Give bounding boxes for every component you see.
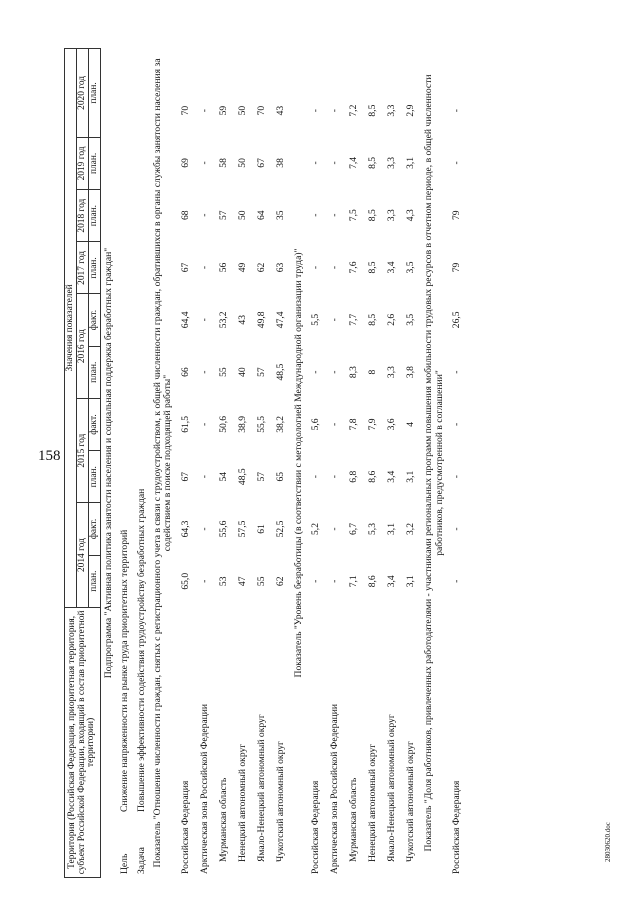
- territory-name: Российская Федерация: [310, 780, 322, 874]
- value-cell: 48,5: [275, 363, 287, 381]
- value-cell: 67: [180, 262, 192, 273]
- territory-name: Чукотский автономный округ: [405, 741, 417, 862]
- year-header: 2018 год: [77, 190, 89, 242]
- indicator-title: Показатель "Доля работников, привлеченных работодателями - участниками региональных программ повышения мобильности трудовых ресурсов в отчетном периоде, в общей численности работников, предусмотренной в соглашении": [423, 74, 445, 852]
- value-cell: 61: [256, 524, 268, 534]
- value-cell: 50: [237, 105, 249, 116]
- value-cell: 65: [275, 471, 287, 482]
- value-cell: -: [199, 422, 211, 426]
- value-cell: 8,3: [348, 366, 360, 379]
- value-cell: 8,5: [367, 313, 379, 326]
- page-number: 158: [38, 448, 61, 464]
- value-cell: 54: [218, 471, 230, 482]
- value-cell: -: [199, 161, 211, 165]
- spacer-cell: [402, 48, 421, 84]
- value-cell: -: [329, 265, 341, 270]
- value-cell: -: [451, 109, 463, 113]
- spacer-cell: [177, 48, 196, 84]
- territory-name: Российская Федерация: [451, 780, 463, 874]
- plan-header: план.: [89, 137, 101, 189]
- territory-name: Российская Федерация: [180, 780, 192, 874]
- value-cell: 7,5: [348, 209, 360, 222]
- value-cell: 66: [180, 367, 192, 377]
- value-cell: 3,5: [405, 261, 417, 274]
- value-cell: 70: [256, 105, 268, 116]
- value-cell: 57: [256, 471, 268, 482]
- spacer-cell: [364, 48, 383, 84]
- indicator-title: Показатель "Уровень безработицы (в соответствии с методологией Международной организации труда)": [292, 248, 304, 678]
- value-cell: 62: [256, 262, 268, 273]
- value-cell: -: [199, 475, 211, 479]
- value-cell: 50: [237, 210, 249, 220]
- value-cell: 55: [218, 367, 230, 377]
- value-cell: 3,3: [386, 156, 398, 169]
- value-cell: 62: [275, 576, 287, 587]
- value-cell: 38,2: [275, 415, 287, 433]
- value-cell: -: [310, 475, 322, 479]
- value-cell: 49: [237, 262, 249, 273]
- year-header: 2014 год: [77, 503, 89, 607]
- value-cell: -: [310, 579, 322, 583]
- value-cell: 2,6: [386, 313, 398, 326]
- value-cell: -: [310, 370, 322, 374]
- value-cell: 4: [405, 421, 417, 427]
- value-cell: -: [451, 579, 463, 583]
- value-cell: 58: [218, 158, 230, 168]
- value-cell: -: [329, 475, 341, 479]
- value-cell: 8: [367, 369, 379, 375]
- table-row: [272, 48, 291, 878]
- goal-label: Цель: [119, 853, 131, 874]
- territory-name: Ямало-Ненецкий автономный округ: [256, 714, 268, 862]
- territory-header: Территория (Российская Федерация, приоритетная территория, субъект Российской Федерации, входящий в состав приоритетной территории): [65, 607, 101, 877]
- value-cell: 8,6: [367, 575, 379, 588]
- value-cell: 3,3: [386, 209, 398, 222]
- plan-header: план.: [89, 49, 101, 138]
- value-cell: 8,5: [367, 209, 379, 222]
- value-cell: 55: [256, 576, 268, 587]
- value-cell: -: [199, 527, 211, 531]
- spacer-cell: [234, 48, 253, 84]
- value-cell: 63: [275, 262, 287, 273]
- value-cell: 67: [180, 471, 192, 482]
- value-cell: -: [199, 265, 211, 270]
- value-cell: 64: [256, 210, 268, 220]
- value-cell: 59: [218, 105, 230, 116]
- value-cell: 69: [180, 158, 192, 168]
- values-header: Значения показателей: [65, 49, 77, 608]
- value-cell: 35: [275, 210, 287, 220]
- territory-name: Ненецкий автономный округ: [367, 743, 379, 862]
- value-cell: 7,7: [348, 313, 360, 326]
- value-cell: -: [451, 475, 463, 479]
- value-cell: 8,5: [367, 261, 379, 274]
- value-cell: -: [329, 213, 341, 217]
- goal-text: Снижение напряженности на рынке труда приоритетных территорий: [119, 529, 131, 812]
- task-text: Повышение эффективности содействия трудоустройству безработных граждан: [135, 488, 147, 812]
- value-cell: -: [310, 213, 322, 217]
- value-cell: -: [451, 422, 463, 426]
- value-cell: 5,3: [367, 522, 379, 535]
- spacer-cell: [253, 48, 272, 84]
- value-cell: 61,5: [180, 415, 192, 433]
- territory-name: Арктическая зона Российской Федерации: [199, 703, 211, 874]
- value-cell: -: [329, 161, 341, 165]
- task-row: [134, 48, 150, 878]
- value-cell: -: [199, 579, 211, 583]
- value-cell: 3,6: [386, 418, 398, 431]
- indicator-title: Показатель "Отношение численности граждан, снятых с регистрационного учета в связи с трудоустройством, к общей численности граждан, обратившихся в органы службы занятости населения за содействием в поиске подходящей работы": [152, 58, 174, 868]
- spacer-cell: [272, 48, 291, 84]
- value-cell: 3,5: [405, 313, 417, 326]
- value-cell: -: [310, 161, 322, 165]
- plan-header: план.: [89, 190, 101, 242]
- table-row: [345, 48, 364, 878]
- value-cell: 8,6: [367, 470, 379, 483]
- year-header: 2015 год: [77, 398, 89, 502]
- table-row: [234, 48, 253, 878]
- value-cell: -: [199, 370, 211, 374]
- value-cell: -: [451, 527, 463, 531]
- year-header: 2016 год: [77, 294, 89, 398]
- table-body: [101, 48, 467, 878]
- value-cell: 55,6: [218, 520, 230, 538]
- value-cell: 3,3: [386, 104, 398, 117]
- task-label: Задача: [135, 847, 147, 874]
- value-cell: 7,9: [367, 418, 379, 431]
- value-cell: 26,5: [451, 311, 463, 329]
- fact-header: факт.: [89, 503, 101, 555]
- territory-name: Мурманская область: [348, 777, 360, 862]
- value-cell: 6,7: [348, 522, 360, 535]
- value-cell: -: [199, 109, 211, 113]
- value-cell: 53: [218, 576, 230, 587]
- value-cell: 4,3: [405, 209, 417, 222]
- value-cell: 5,6: [310, 418, 322, 431]
- value-cell: 7,6: [348, 261, 360, 274]
- value-cell: 7,2: [348, 104, 360, 117]
- value-cell: -: [310, 109, 322, 113]
- value-cell: 65,0: [180, 572, 192, 590]
- value-cell: 49,8: [256, 311, 268, 329]
- value-cell: 43: [275, 105, 287, 116]
- spacer-cell: [383, 48, 402, 84]
- value-cell: -: [329, 527, 341, 531]
- year-header: 2020 год: [77, 49, 89, 138]
- table-row: [307, 48, 326, 878]
- fact-header: факт.: [89, 294, 101, 346]
- territory-name: Ненецкий автономный округ: [237, 743, 249, 862]
- territory-name: Ямало-Ненецкий автономный округ: [386, 714, 398, 862]
- value-cell: 53,2: [218, 311, 230, 329]
- value-cell: 48,5: [237, 468, 249, 486]
- value-cell: 5,2: [310, 522, 322, 535]
- value-cell: 56: [218, 262, 230, 273]
- value-cell: 7,4: [348, 156, 360, 169]
- spacer-cell: [215, 48, 234, 84]
- value-cell: 7,8: [348, 418, 360, 431]
- value-cell: 57: [218, 210, 230, 220]
- value-cell: -: [329, 370, 341, 374]
- value-cell: 70: [180, 105, 192, 116]
- value-cell: 3,1: [386, 522, 398, 535]
- territory-name: Мурманская область: [218, 777, 230, 862]
- value-cell: 2,9: [405, 104, 417, 117]
- spacer-cell: [345, 48, 364, 84]
- value-cell: 47: [237, 576, 249, 587]
- table-row: [177, 48, 196, 878]
- value-cell: 7,1: [348, 575, 360, 588]
- value-cell: -: [329, 579, 341, 583]
- territory-name: Арктическая зона Российской Федерации: [329, 703, 341, 874]
- value-cell: 50: [237, 158, 249, 168]
- plan-header: план.: [89, 555, 101, 607]
- value-cell: -: [451, 370, 463, 374]
- value-cell: -: [329, 109, 341, 113]
- value-cell: 3,1: [405, 156, 417, 169]
- value-cell: 6,8: [348, 470, 360, 483]
- footer-text: 28030620.doc: [604, 822, 612, 862]
- year-header: 2017 год: [77, 242, 89, 294]
- value-cell: -: [199, 213, 211, 217]
- value-cell: 3,8: [405, 366, 417, 379]
- value-cell: 67: [256, 158, 268, 168]
- table-header: [64, 48, 101, 878]
- value-cell: 5,5: [310, 313, 322, 326]
- fact-header: факт.: [89, 398, 101, 450]
- value-cell: 55,5: [256, 415, 268, 433]
- rotated-page-content: [64, 48, 624, 878]
- value-cell: 50,6: [218, 415, 230, 433]
- spacer-cell: [448, 48, 467, 84]
- spacer-cell: [196, 48, 215, 84]
- value-cell: 38: [275, 158, 287, 168]
- year-header: 2019 год: [77, 137, 89, 189]
- territory-name: Чукотский автономный округ: [275, 741, 287, 862]
- value-cell: 79: [451, 210, 463, 220]
- value-cell: -: [199, 318, 211, 322]
- value-cell: 40: [237, 367, 249, 377]
- table-row: [326, 48, 345, 878]
- value-cell: -: [451, 161, 463, 165]
- plan-header: план.: [89, 451, 101, 503]
- value-cell: 64,3: [180, 520, 192, 538]
- value-cell: 68: [180, 210, 192, 220]
- table-row: [196, 48, 215, 878]
- value-cell: 3,4: [386, 470, 398, 483]
- value-cell: 8,5: [367, 156, 379, 169]
- table-row: [364, 48, 383, 878]
- value-cell: -: [329, 318, 341, 322]
- value-cell: 52,5: [275, 520, 287, 538]
- value-cell: 79: [451, 262, 463, 273]
- goal-row: [117, 48, 133, 878]
- table-row: [253, 48, 272, 878]
- program-title: Подпрограмма "Активная политика занятости населения и социальная поддержка безработных граждан": [103, 247, 114, 679]
- value-cell: 57: [256, 367, 268, 377]
- value-cell: 3,3: [386, 366, 398, 379]
- value-cell: 3,1: [405, 575, 417, 588]
- value-cell: -: [329, 422, 341, 426]
- value-cell: 57,5: [237, 520, 249, 538]
- plan-header: план.: [89, 242, 101, 294]
- table-row: [215, 48, 234, 878]
- value-cell: 47,4: [275, 311, 287, 329]
- value-cell: 3,4: [386, 261, 398, 274]
- table-row: [448, 48, 467, 878]
- value-cell: 3,2: [405, 522, 417, 535]
- spacer-cell: [307, 48, 326, 84]
- value-cell: 3,4: [386, 575, 398, 588]
- value-cell: 43: [237, 315, 249, 325]
- table-row: [402, 48, 421, 878]
- plan-header: план.: [89, 346, 101, 398]
- value-cell: 3,1: [405, 470, 417, 483]
- value-cell: 8,5: [367, 104, 379, 117]
- table-row: [383, 48, 402, 878]
- value-cell: -: [310, 265, 322, 270]
- value-cell: 38,9: [237, 415, 249, 433]
- spacer-cell: [326, 48, 345, 84]
- value-cell: 64,4: [180, 311, 192, 329]
